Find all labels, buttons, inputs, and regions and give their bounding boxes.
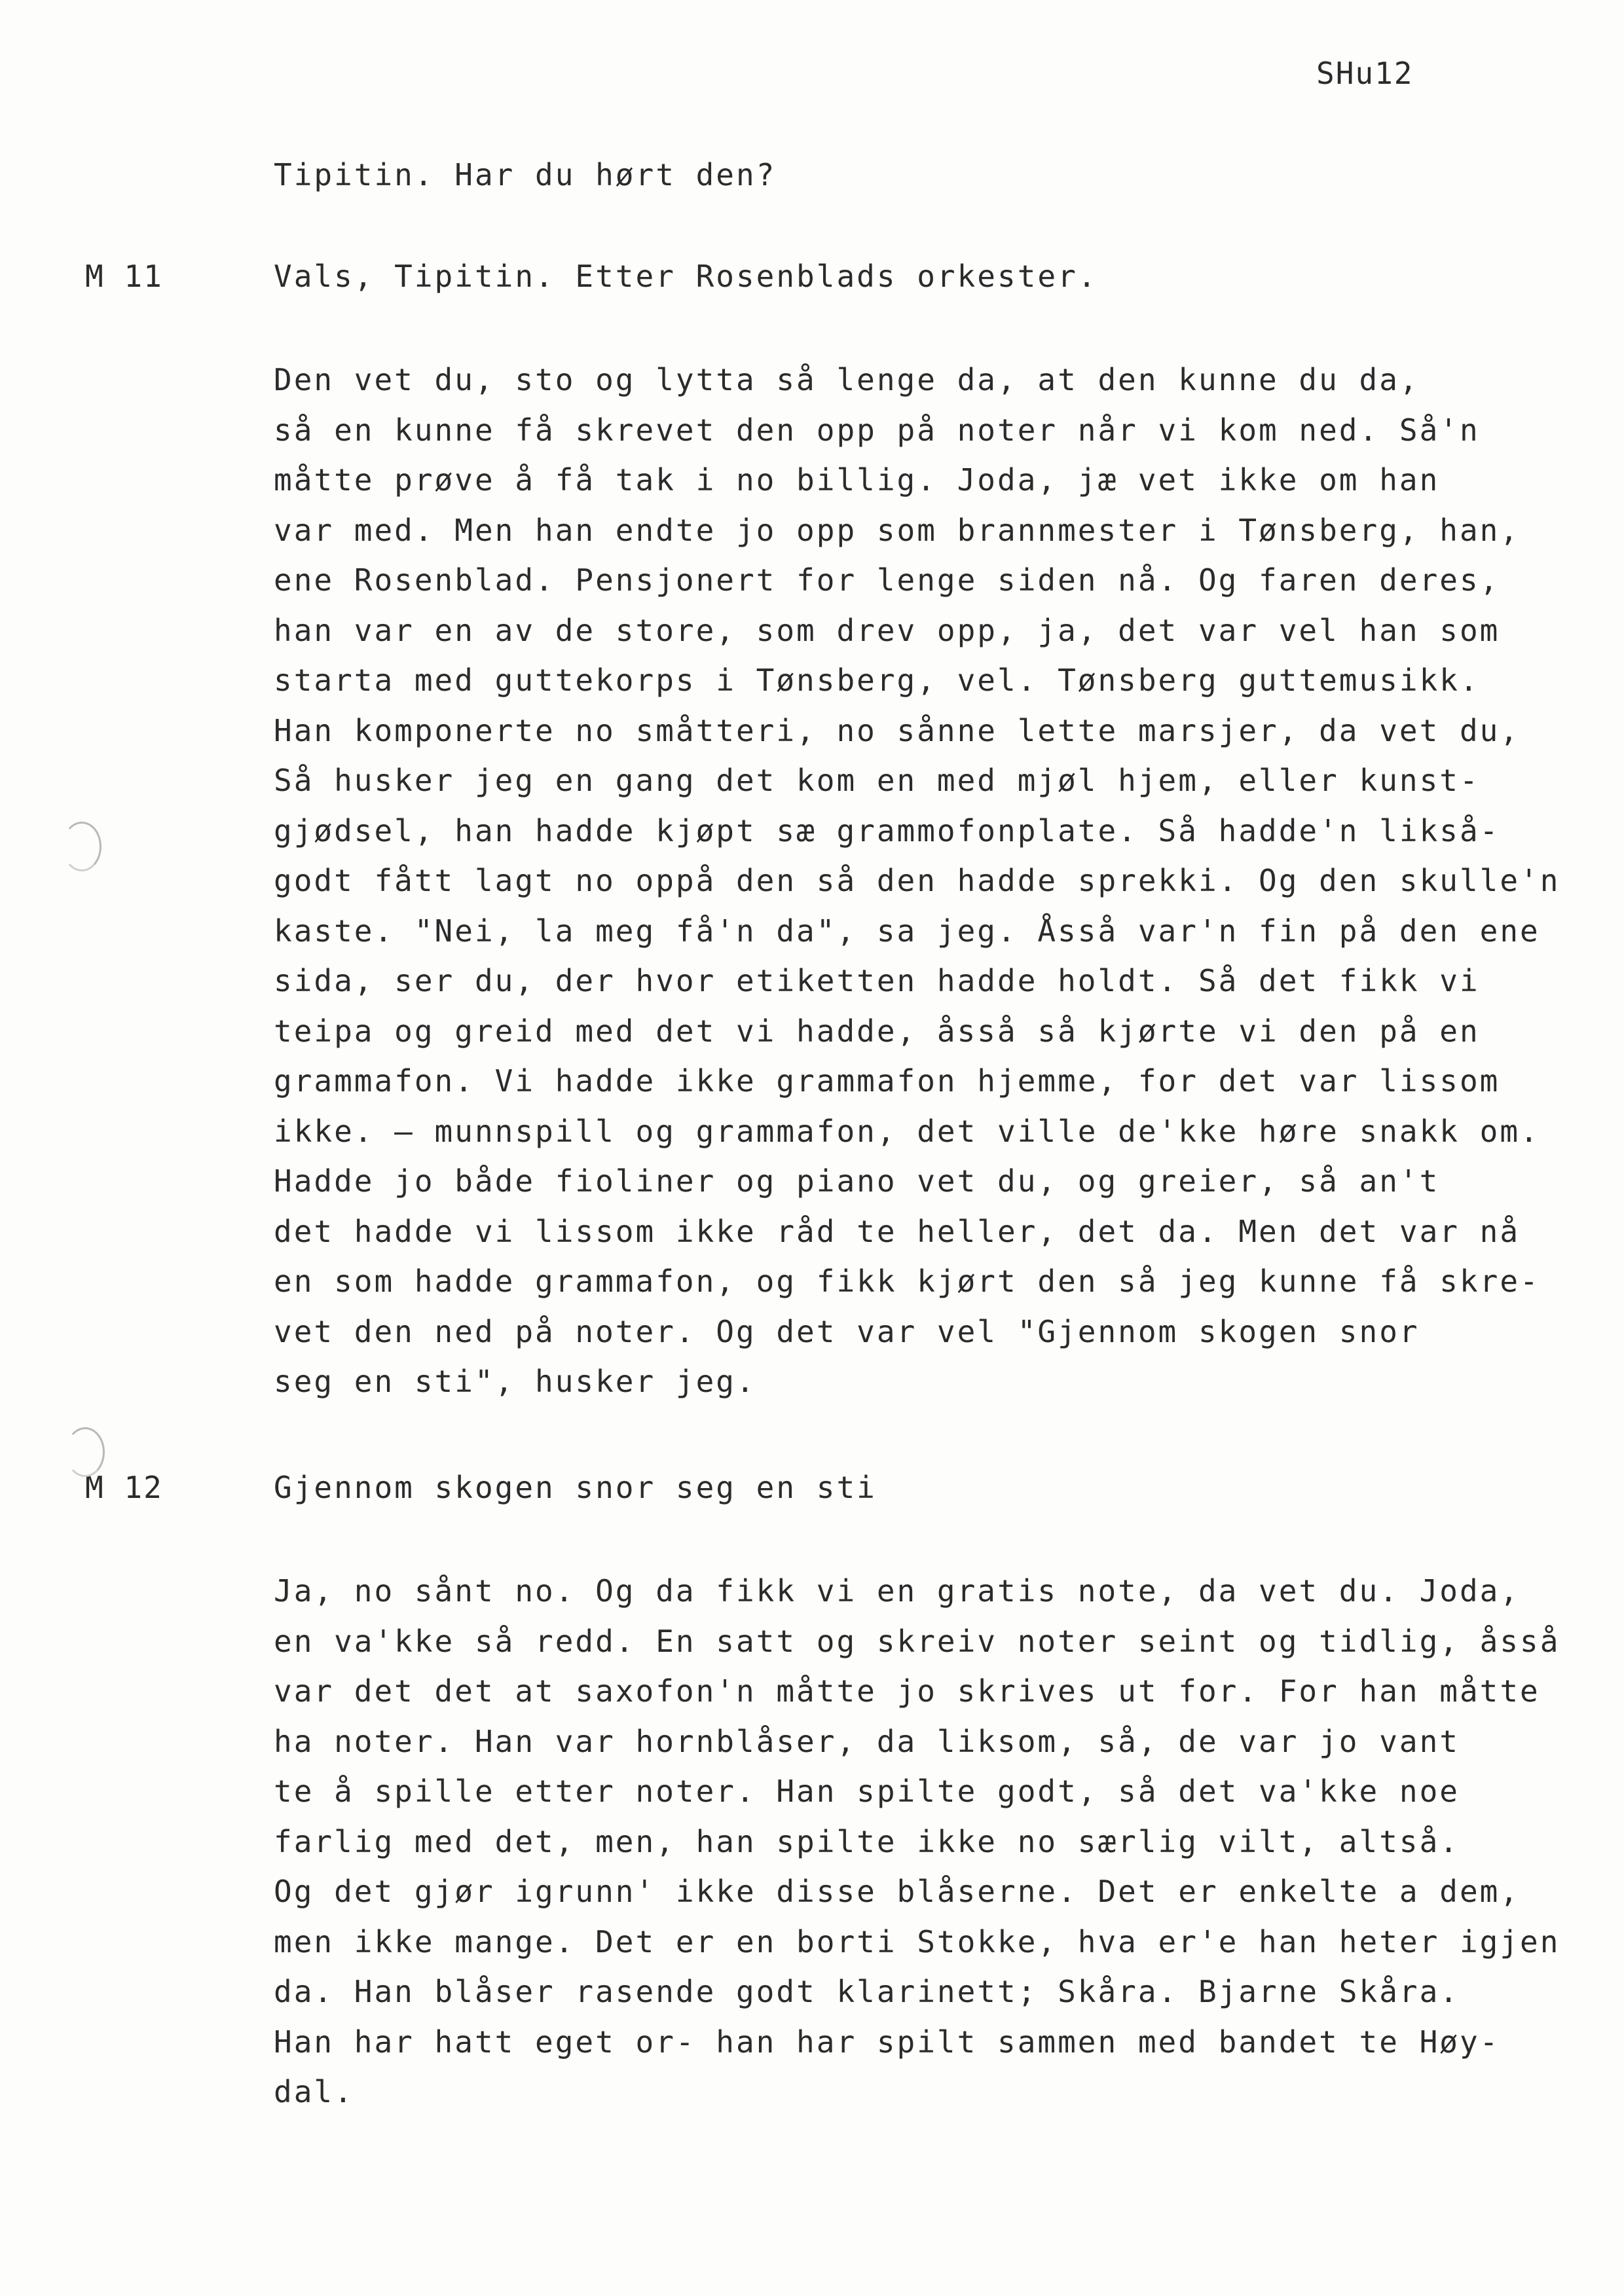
text-line: han var en av de store, som drev opp, ja, det var vel han som: [274, 612, 1500, 648]
text-line: måtte prøve å få tak i no billig. Joda, jæ vet ikke om han: [274, 462, 1440, 498]
text-line: ha noter. Han var hornblåser, da liksom, så, de var jo vant: [274, 1723, 1460, 1759]
text-line: det hadde vi lissom ikke råd te heller, det da. Men det var nå: [274, 1213, 1521, 1249]
page-reference: SHu12: [1316, 56, 1414, 91]
text-line: Ja, no sånt no. Og da fikk vi en gratis note, da vet du. Joda,: [274, 1573, 1521, 1609]
text-line: gjødsel, han hadde kjøpt sæ grammofonplate. Så hadde'n likså-: [274, 812, 1500, 848]
text-line: var det det at saxofon'n måtte jo skrives ut for. For han måtte: [274, 1673, 1540, 1709]
paragraph-m11: [274, 355, 1583, 1407]
punch-hole-mark: [65, 1427, 105, 1477]
text-line: te å spille etter noter. Han spilte godt, så det va'kke noe: [274, 1774, 1460, 1809]
text-line: Han komponerte no småtteri, no sånne lette marsjer, da vet du,: [274, 712, 1521, 748]
text-line: seg en sti", husker jeg.: [274, 1364, 756, 1399]
text-line: Så husker jeg en gang det kom en med mjøl hjem, eller kunst-: [274, 763, 1480, 798]
text-line: starta med guttekorps i Tønsberg, vel. Tønsberg guttemusikk.: [274, 663, 1480, 698]
text-line: Hadde jo både fioliner og piano vet du, og greier, så an't: [274, 1163, 1440, 1199]
text-line: Han har hatt eget or- han har spilt sammen med bandet te Høy-: [274, 2024, 1500, 2060]
text-line: en som hadde grammafon, og fikk kjørt den så jeg kunne få skre-: [274, 1264, 1540, 1299]
text-line: grammafon. Vi hadde ikke grammafon hjemme, for det var lissom: [274, 1063, 1500, 1099]
text-line: ene Rosenblad. Pensjonert for lenge siden nå. Og faren deres,: [274, 562, 1500, 598]
section-marker-m12: M 12: [85, 1470, 163, 1505]
text-line: kaste. "Nei, la meg få'n da", sa jeg. Åsså var'n fin på den ene: [274, 913, 1540, 949]
text-line: ikke. — munnspill og grammafon, det ville de'kke høre snakk om.: [274, 1113, 1540, 1149]
section-title-m11: Vals, Tipitin. Etter Rosenblads orkester.: [274, 259, 1098, 294]
section-marker-m11: M 11: [85, 259, 163, 294]
text-line: godt fått lagt no oppå den så den hadde sprekki. Og den skulle'n: [274, 863, 1560, 898]
text-line: var med. Men han endte jo opp som brannmester i Tønsberg, han,: [274, 512, 1521, 548]
text-line: farlig med det, men, han spilte ikke no særlig vilt, altså.: [274, 1823, 1460, 1859]
text-line: da. Han blåser rasende godt klarinett; Skåra. Bjarne Skåra.: [274, 1974, 1460, 2009]
text-line: dal.: [274, 2074, 354, 2109]
text-line: Den vet du, sto og lytta så lenge da, at den kunne du da,: [274, 362, 1420, 397]
text-line: teipa og greid med det vi hadde, åsså så kjørte vi den på en: [274, 1013, 1480, 1049]
section-title-m12: Gjennom skogen snor seg en sti: [274, 1470, 877, 1505]
paragraph-m12: [274, 1566, 1583, 2117]
text-line: Og det gjør igrunn' ikke disse blåserne. Det er enkelte a dem,: [274, 1874, 1521, 1909]
text-line: vet den ned på noter. Og det var vel "Gjennom skogen snor: [274, 1313, 1420, 1349]
punch-hole-mark: [62, 822, 101, 871]
intro-line: Tipitin. Har du hørt den?: [274, 157, 777, 192]
text-line: men ikke mange. Det er en borti Stokke, hva er'e han heter igjen: [274, 1923, 1560, 1959]
text-line: en va'kke så redd. En satt og skreiv noter seint og tidlig, åsså: [274, 1623, 1560, 1659]
text-line: sida, ser du, der hvor etiketten hadde holdt. Så det fikk vi: [274, 963, 1480, 998]
text-line: så en kunne få skrevet den opp på noter når vi kom ned. Så'n: [274, 412, 1480, 448]
